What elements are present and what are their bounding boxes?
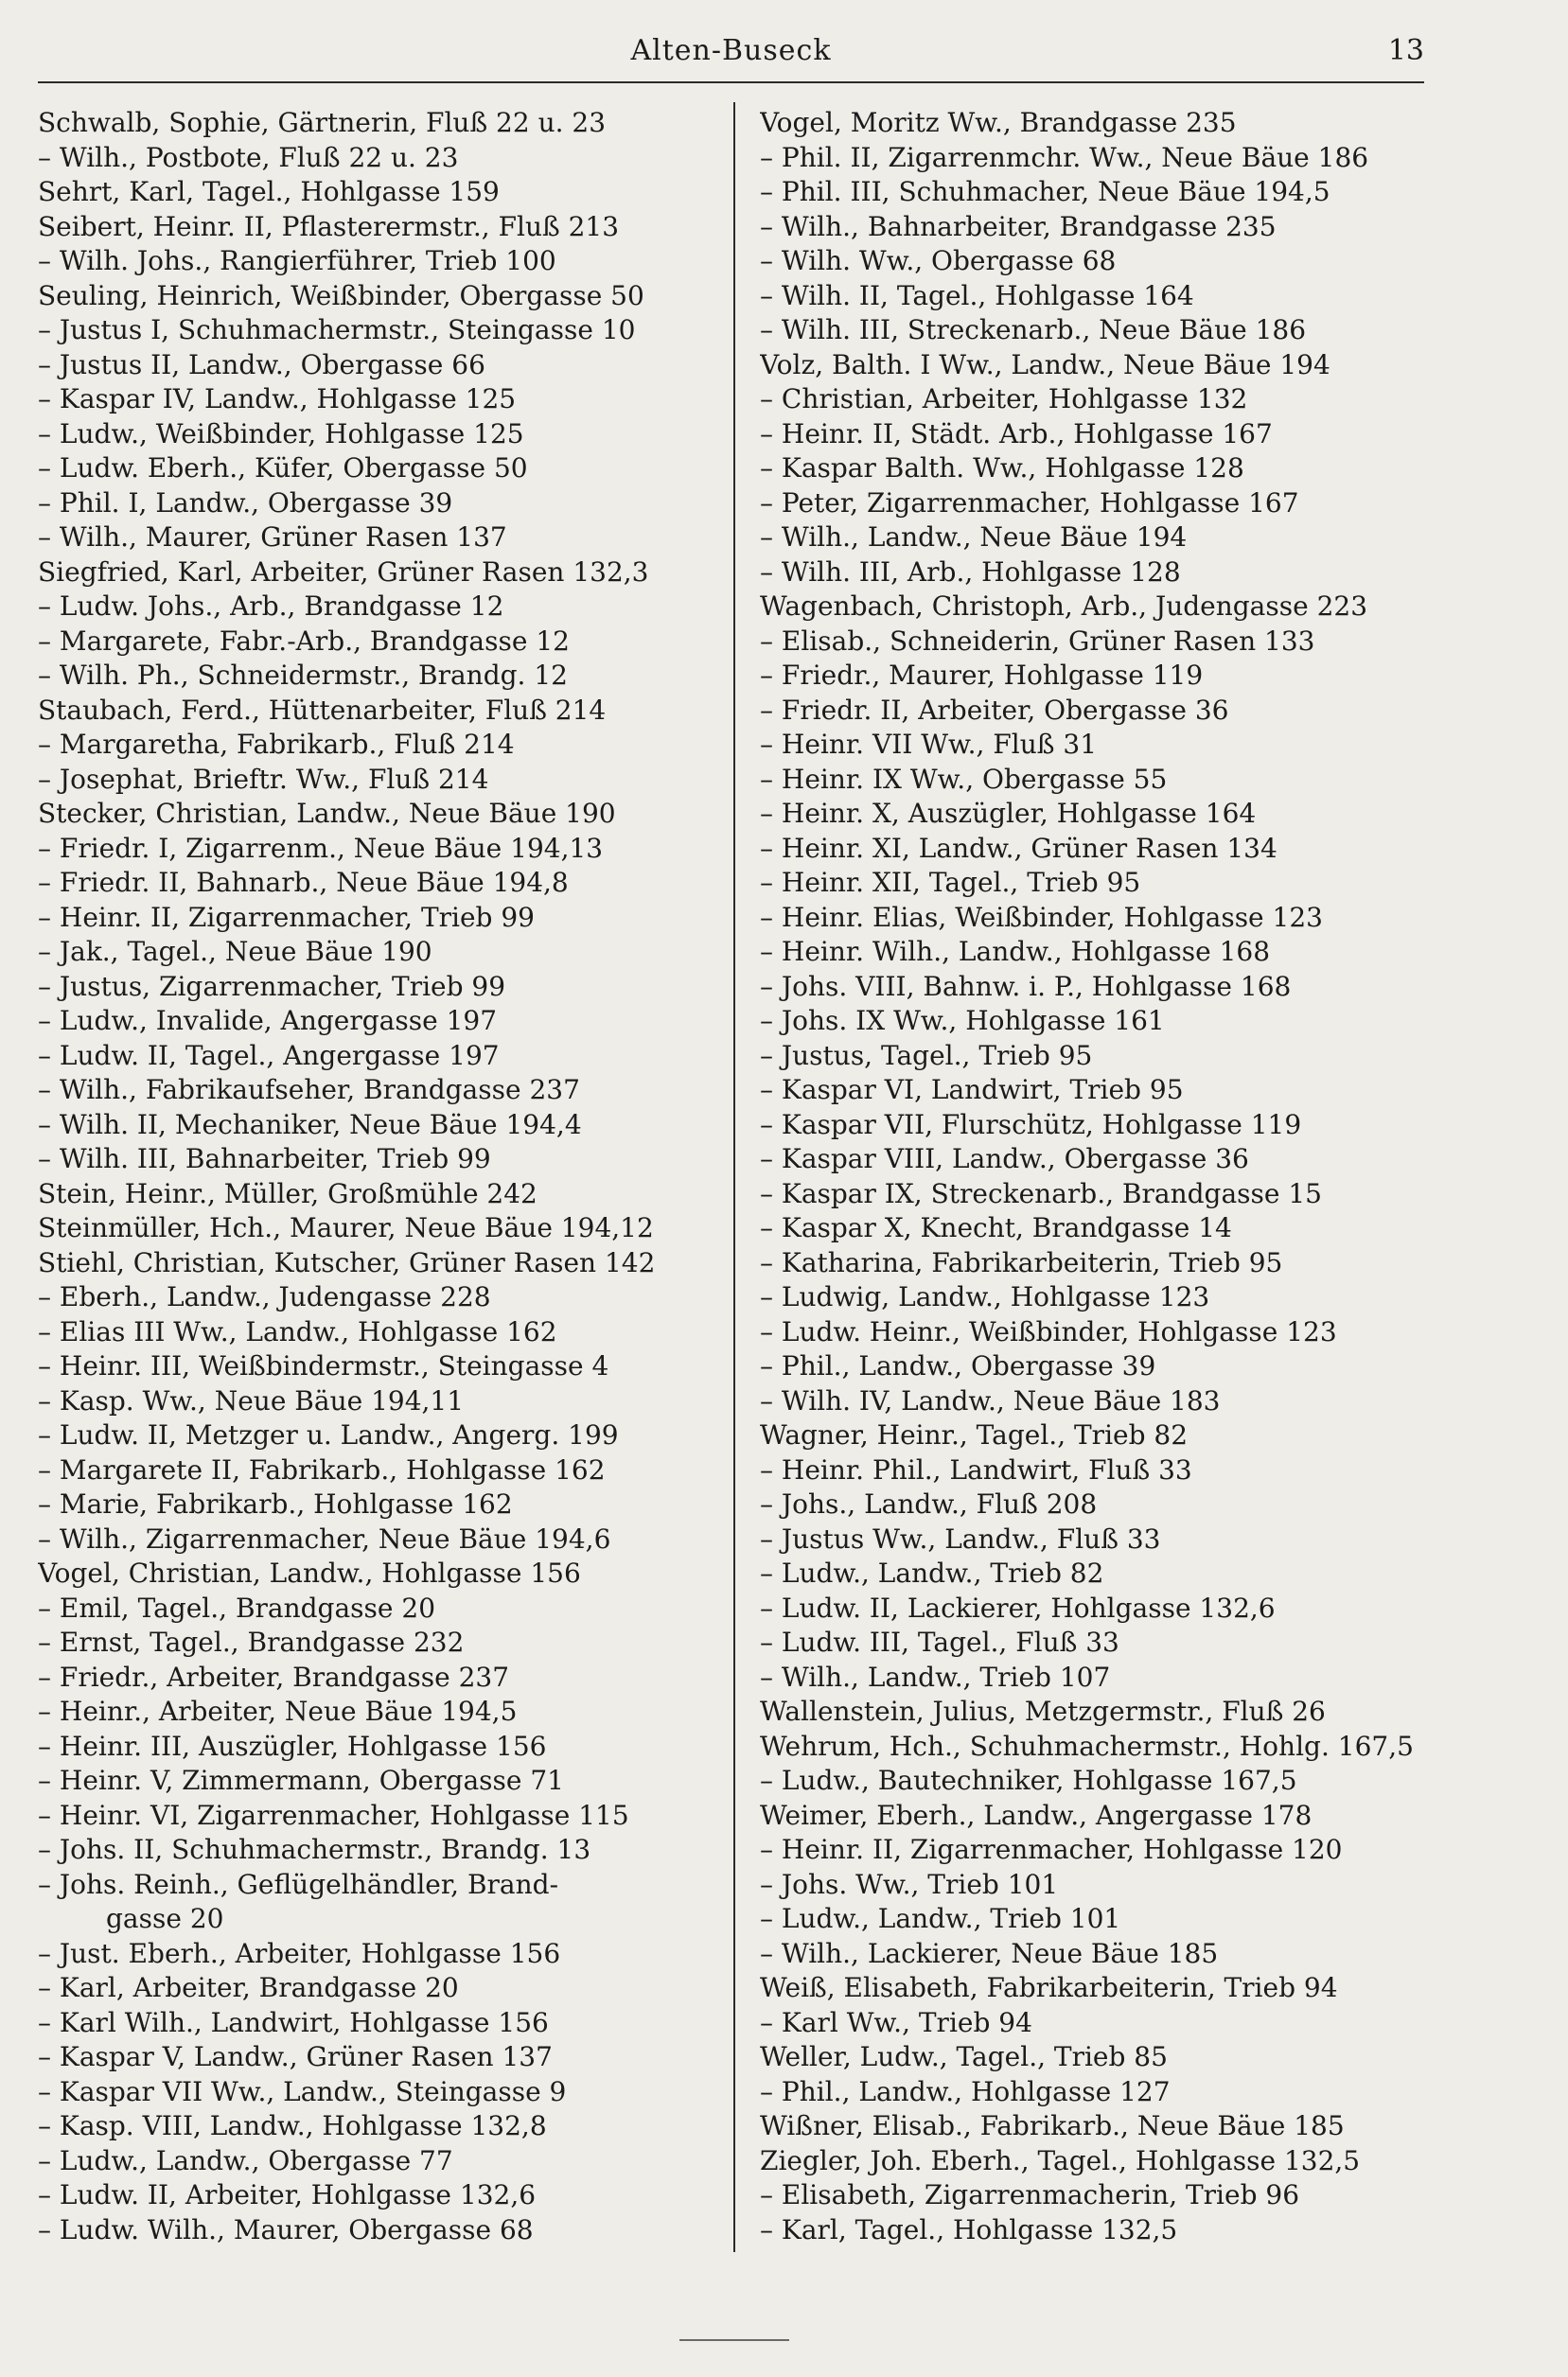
directory-entry: – Kaspar VII Ww., Landw., Steingasse 9 [38,2075,567,2107]
directory-entry: – Ludwig, Landw., Hohlgasse 123 [760,1281,1210,1312]
directory-entry: – Kaspar X, Knecht, Brandgasse 14 [760,1212,1232,1243]
directory-entry: – Just. Eberh., Arbeiter, Hohlgasse 156 [38,1937,561,1969]
directory-entry: – Ludw. Heinr., Weißbinder, Hohlgasse 123 [760,1315,1337,1347]
directory-entry: Seuling, Heinrich, Weißbinder, Obergasse 50 [38,279,644,311]
directory-entry: – Jak., Tagel., Neue Bäue 190 [38,936,432,967]
directory-entry: – Wilh., Lackierer, Neue Bäue 185 [760,1937,1219,1969]
directory-entry: – Eberh., Landw., Judengasse 228 [38,1281,491,1312]
directory-entry: – Ludw., Invalide, Angergasse 197 [38,1005,498,1036]
directory-entry: – Ernst, Tagel., Brandgasse 232 [38,1627,465,1658]
directory-entry: Vogel, Christian, Landw., Hohlgasse 156 [38,1558,581,1589]
directory-entry: Wagenbach, Christoph, Arb., Judengasse 223 [760,590,1368,622]
directory-entry: – Heinr. Wilh., Landw., Hohlgasse 168 [760,936,1271,967]
directory-entry: Wehrum, Hch., Schuhmachermstr., Hohlg. 167,5 [760,1730,1414,1762]
running-title: Alten-Buseck [630,34,832,67]
directory-entry: – Ludw., Landw., Obergasse 77 [38,2144,453,2176]
directory-entry: – Margarete, Fabr.-Arb., Brandgasse 12 [38,625,570,657]
directory-entry: Wallenstein, Julius, Metzgermstr., Fluß 26 [760,1696,1326,1727]
directory-entry: – Justus, Tagel., Trieb 95 [760,1039,1093,1071]
left-column [38,106,740,2247]
directory-entry: – Kasp. Ww., Neue Bäue 194,11 [38,1384,465,1417]
directory-entry: – Wilh. Johs., Rangierführer, Trieb 100 [38,245,556,276]
directory-entry: – Heinr. III, Weißbindermstr., Steingasse 4 [38,1350,609,1382]
directory-entry: – Margarete II, Fabrikarb., Hohlgasse 162 [38,1453,606,1486]
directory-entry: – Marie, Fabrikarb., Hohlgasse 162 [38,1488,513,1520]
directory-entry: – Wilh. Ww., Obergasse 68 [760,245,1117,276]
directory-entry: – Heinr. V, Zimmermann, Obergasse 71 [38,1765,564,1796]
directory-entry: – Karl, Tagel., Hohlgasse 132,5 [760,2213,1178,2245]
page-header [38,26,1424,83]
directory-entry: Weiß, Elisabeth, Fabrikarbeiterin, Trieb 94 [760,1972,1338,2003]
directory-entry: – Heinr. VI, Zigarrenmacher, Hohlgasse 115 [38,1799,629,1831]
directory-entry: – Wilh. III, Streckenarb., Neue Bäue 186 [760,314,1307,345]
directory-entry: – Heinr. Phil., Landwirt, Fluß 33 [760,1453,1192,1486]
directory-entry: – Kasp. VIII, Landw., Hohlgasse 132,8 [38,2110,547,2141]
directory-entry: – Heinr. XII, Tagel., Trieb 95 [760,867,1141,898]
directory-entry: – Friedr., Maurer, Hohlgasse 119 [760,660,1204,691]
directory-entry: Siegfried, Karl, Arbeiter, Grüner Rasen 132,3 [38,555,649,588]
directory-entry: – Phil., Landw., Hohlgasse 127 [760,2075,1171,2107]
footer-rule [679,2339,789,2341]
directory-entry: Ziegler, Joh. Eberh., Tagel., Hohlgasse 132,5 [760,2144,1361,2176]
directory-entry: – Phil., Landw., Obergasse 39 [760,1350,1156,1382]
directory-entry: – Wilh. IV, Landw., Neue Bäue 183 [760,1384,1221,1417]
directory-entry: – Heinr. II, Zigarrenmacher, Hohlgasse 120 [760,1834,1343,1865]
directory-entry: – Ludw. II, Metzger u. Landw., Angerg. 199 [38,1419,619,1451]
directory-entry: – Ludw., Bautechniker, Hohlgasse 167,5 [760,1765,1297,1796]
directory-entry: – Emil, Tagel., Brandgasse 20 [38,1592,436,1624]
directory-entry: – Justus Ww., Landw., Fluß 33 [760,1523,1161,1555]
directory-entry: – Wilh. II, Mechaniker, Neue Bäue 194,4 [38,1108,582,1140]
directory-entry: – Wilh., Maurer, Grüner Rasen 137 [38,521,507,553]
directory-entry: – Wilh. III, Arb., Hohlgasse 128 [760,555,1181,588]
directory-entry: Weimer, Eberh., Landw., Angergasse 178 [760,1799,1313,1831]
directory-entry: – Johs. II, Schuhmachermstr., Brandg. 13 [38,1834,591,1865]
directory-entry: – Wilh., Zigarrenmacher, Neue Bäue 194,6 [38,1523,611,1555]
directory-entry: – Ludw. III, Tagel., Fluß 33 [760,1627,1119,1658]
directory-entry: gasse 20 [106,1903,224,1934]
directory-entry: – Wilh. III, Bahnarbeiter, Trieb 99 [38,1143,491,1174]
directory-entry: – Wilh., Postbote, Fluß 22 u. 23 [38,141,459,173]
directory-entry: – Phil. II, Zigarrenmchr. Ww., Neue Bäue 186 [760,141,1369,173]
directory-entry: – Heinr. II, Städt. Arb., Hohlgasse 167 [760,417,1273,449]
directory-entry: – Justus, Zigarrenmacher, Trieb 99 [38,970,506,1002]
directory-entry: – Elisabeth, Zigarrenmacherin, Trieb 96 [760,2179,1300,2210]
directory-entry: – Heinr., Arbeiter, Neue Bäue 194,5 [38,1696,518,1727]
directory-entry: Stein, Heinr., Müller, Großmühle 242 [38,1177,537,1209]
directory-entry: Schwalb, Sophie, Gärtnerin, Fluß 22 u. 23 [38,107,607,138]
directory-entry: – Johs. Ww., Trieb 101 [760,1868,1059,1900]
directory-entry: – Friedr. II, Bahnarb., Neue Bäue 194,8 [38,867,569,898]
directory-entry: Weller, Ludw., Tagel., Trieb 85 [760,2041,1168,2072]
directory-entry: Steinmüller, Hch., Maurer, Neue Bäue 194,12 [38,1212,654,1243]
directory-entry: – Ludw. Wilh., Maurer, Obergasse 68 [38,2213,534,2245]
directory-entry: – Ludw. Johs., Arb., Brandgasse 12 [38,590,504,622]
directory-entry: – Wilh. Ph., Schneidermstr., Brandg. 12 [38,660,568,691]
page-number: 13 [1387,34,1424,67]
directory-entry: – Ludw., Weißbinder, Hohlgasse 125 [38,417,524,449]
right-column [760,106,1462,2247]
directory-entry: – Ludw. II, Tagel., Angergasse 197 [38,1039,500,1071]
directory-entry: – Heinr. II, Zigarrenmacher, Trieb 99 [38,901,535,933]
directory-entry: – Johs., Landw., Fluß 208 [760,1488,1098,1520]
directory-entry: – Johs. IX Ww., Hohlgasse 161 [760,1005,1165,1036]
directory-entry: – Ludw., Landw., Trieb 101 [760,1903,1121,1934]
directory-entry: – Heinr. VII Ww., Fluß 31 [760,729,1098,760]
directory-entry: – Karl, Arbeiter, Brandgasse 20 [38,1972,459,2003]
directory-entry: – Wilh., Landw., Neue Bäue 194 [760,521,1188,553]
directory-entry: – Ludw., Landw., Trieb 82 [760,1558,1104,1589]
directory-entry: – Ludw. II, Arbeiter, Hohlgasse 132,6 [38,2179,537,2210]
directory-entry: – Ludw. II, Lackierer, Hohlgasse 132,6 [760,1592,1276,1624]
directory-entry: – Heinr. Elias, Weißbinder, Hohlgasse 123 [760,901,1323,933]
directory-entry: – Heinr. X, Auszügler, Hohlgasse 164 [760,798,1257,829]
directory-entry: – Phil. I, Landw., Obergasse 39 [38,486,453,519]
directory-entry: – Justus II, Landw., Obergasse 66 [38,348,485,380]
directory-entry: – Johs. VIII, Bahnw. i. P., Hohlgasse 168 [760,970,1292,1002]
directory-entry: – Kaspar IV, Landw., Hohlgasse 125 [38,383,517,414]
directory-columns [38,106,1438,2282]
directory-entry: – Christian, Arbeiter, Hohlgasse 132 [760,383,1248,414]
directory-entry: – Heinr. III, Auszügler, Hohlgasse 156 [38,1730,547,1762]
directory-entry: – Margaretha, Fabrikarb., Fluß 214 [38,729,515,760]
directory-entry: – Ludw. Eberh., Küfer, Obergasse 50 [38,452,528,484]
directory-entry: – Wilh., Fabrikaufseher, Brandgasse 237 [38,1074,580,1105]
directory-entry: – Heinr. IX Ww., Obergasse 55 [760,763,1168,795]
directory-entry: Staubach, Ferd., Hüttenarbeiter, Fluß 214 [38,694,607,726]
directory-entry: – Katharina, Fabrikarbeiterin, Trieb 95 [760,1246,1283,1278]
directory-entry: – Heinr. XI, Landw., Grüner Rasen 134 [760,832,1277,864]
directory-entry: – Karl Ww., Trieb 94 [760,2006,1032,2038]
directory-entry: Stiehl, Christian, Kutscher, Grüner Rasen 142 [38,1246,656,1278]
directory-entry: – Kaspar Balth. Ww., Hohlgasse 128 [760,452,1244,484]
directory-entry: – Wilh., Bahnarbeiter, Brandgasse 235 [760,210,1277,242]
directory-entry: – Kaspar VI, Landwirt, Trieb 95 [760,1074,1184,1105]
directory-entry: – Josephat, Brieftr. Ww., Fluß 214 [38,763,489,795]
directory-entry: – Friedr. I, Zigarrenm., Neue Bäue 194,13 [38,832,604,864]
directory-entry: – Elias III Ww., Landw., Hohlgasse 162 [38,1315,557,1347]
directory-entry: – Friedr., Arbeiter, Brandgasse 237 [38,1661,510,1693]
directory-entry: Stecker, Christian, Landw., Neue Bäue 190 [38,798,616,829]
directory-entry: – Kaspar V, Landw., Grüner Rasen 137 [38,2041,553,2072]
directory-entry: Vogel, Moritz Ww., Brandgasse 235 [760,107,1237,138]
directory-entry: – Wilh. II, Tagel., Hohlgasse 164 [760,279,1194,311]
directory-entry: – Kaspar VII, Flurschütz, Hohlgasse 119 [760,1108,1302,1140]
directory-entry: – Johs. Reinh., Geflügelhändler, Brand- [38,1868,559,1900]
directory-entry: – Phil. III, Schuhmacher, Neue Bäue 194,5 [760,176,1330,207]
directory-entry: – Justus I, Schuhmachermstr., Steingasse 10 [38,314,636,345]
directory-entry: Sehrt, Karl, Tagel., Hohlgasse 159 [38,176,500,207]
directory-entry: – Elisab., Schneiderin, Grüner Rasen 133 [760,625,1315,657]
directory-entry: Seibert, Heinr. II, Pflasterermstr., Fluß 213 [38,210,620,242]
directory-entry: – Wilh., Landw., Trieb 107 [760,1661,1111,1693]
directory-entry: – Kaspar IX, Streckenarb., Brandgasse 15 [760,1177,1322,1209]
directory-entry: Wißner, Elisab., Fabrikarb., Neue Bäue 185 [760,2110,1345,2141]
directory-entry: – Karl Wilh., Landwirt, Hohlgasse 156 [38,2006,549,2038]
directory-entry: Wagner, Heinr., Tagel., Trieb 82 [760,1419,1189,1451]
directory-entry: Volz, Balth. I Ww., Landw., Neue Bäue 194 [760,348,1330,380]
directory-entry: – Friedr. II, Arbeiter, Obergasse 36 [760,694,1229,726]
directory-entry: – Peter, Zigarrenmacher, Hohlgasse 167 [760,486,1299,519]
directory-entry: – Kaspar VIII, Landw., Obergasse 36 [760,1143,1249,1174]
